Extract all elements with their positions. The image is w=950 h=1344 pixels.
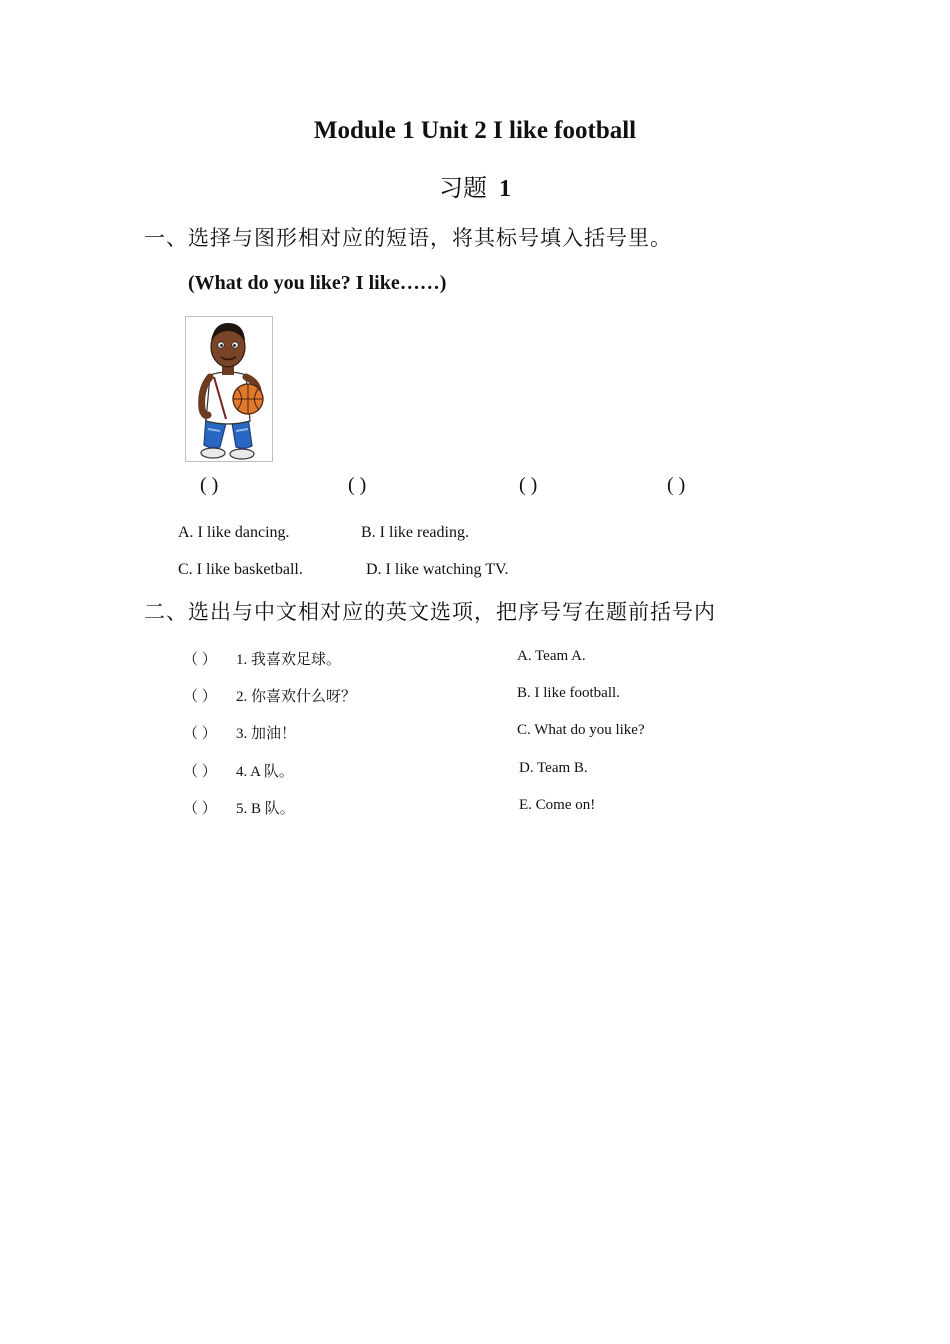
question-bracket[interactable]: （ ） xyxy=(183,652,217,668)
question-text: 1. 我喜欢足球。 xyxy=(236,652,342,668)
boy-holding-basketball-icon xyxy=(186,317,272,461)
boy-basketball-picture xyxy=(185,316,273,462)
answer-blank[interactable]: ( ) xyxy=(200,474,219,496)
section2-heading: 二、选出与中文相对应的英文选项，把序号写在题前括号内 xyxy=(144,600,716,624)
question-bracket[interactable]: （ ） xyxy=(183,726,217,742)
option-c: C. I like basketball. xyxy=(178,561,303,578)
option-d: D. I like watching TV. xyxy=(366,561,509,578)
answer-choice: B. I like football. xyxy=(517,685,620,701)
question-text: 2. 你喜欢什么呀？ xyxy=(236,689,357,705)
answer-choice: C. What do you like? xyxy=(517,722,645,738)
section1-heading: 一、选择与图形相对应的短语，将其标号填入括号里。 xyxy=(144,226,672,250)
page-title: Module 1 Unit 2 I like football xyxy=(313,117,637,144)
exercise-subtitle xyxy=(0,168,950,203)
answer-choice: A. Team A. xyxy=(517,648,586,664)
subtitle-number: 1 xyxy=(499,176,511,202)
answer-blank[interactable]: ( ) xyxy=(519,474,538,496)
question-text: 4. A 队。 xyxy=(236,764,294,780)
answer-choice: D. Team B. xyxy=(519,760,588,776)
answer-blank[interactable]: ( ) xyxy=(667,474,686,496)
question-text: 5. B 队。 xyxy=(236,801,295,817)
answer-choice: E. Come on! xyxy=(519,797,596,813)
subtitle-text: 习题 xyxy=(439,176,487,202)
answer-blank[interactable]: ( ) xyxy=(348,474,367,496)
section1-prompt: (What do you like? I like……) xyxy=(188,272,447,294)
question-text: 3. 加油！ xyxy=(236,726,297,742)
question-bracket[interactable]: （ ） xyxy=(183,764,217,780)
option-b: B. I like reading. xyxy=(361,524,469,541)
option-a: A. I like dancing. xyxy=(178,524,290,541)
question-bracket[interactable]: （ ） xyxy=(183,689,217,705)
question-bracket[interactable]: （ ） xyxy=(183,801,217,817)
